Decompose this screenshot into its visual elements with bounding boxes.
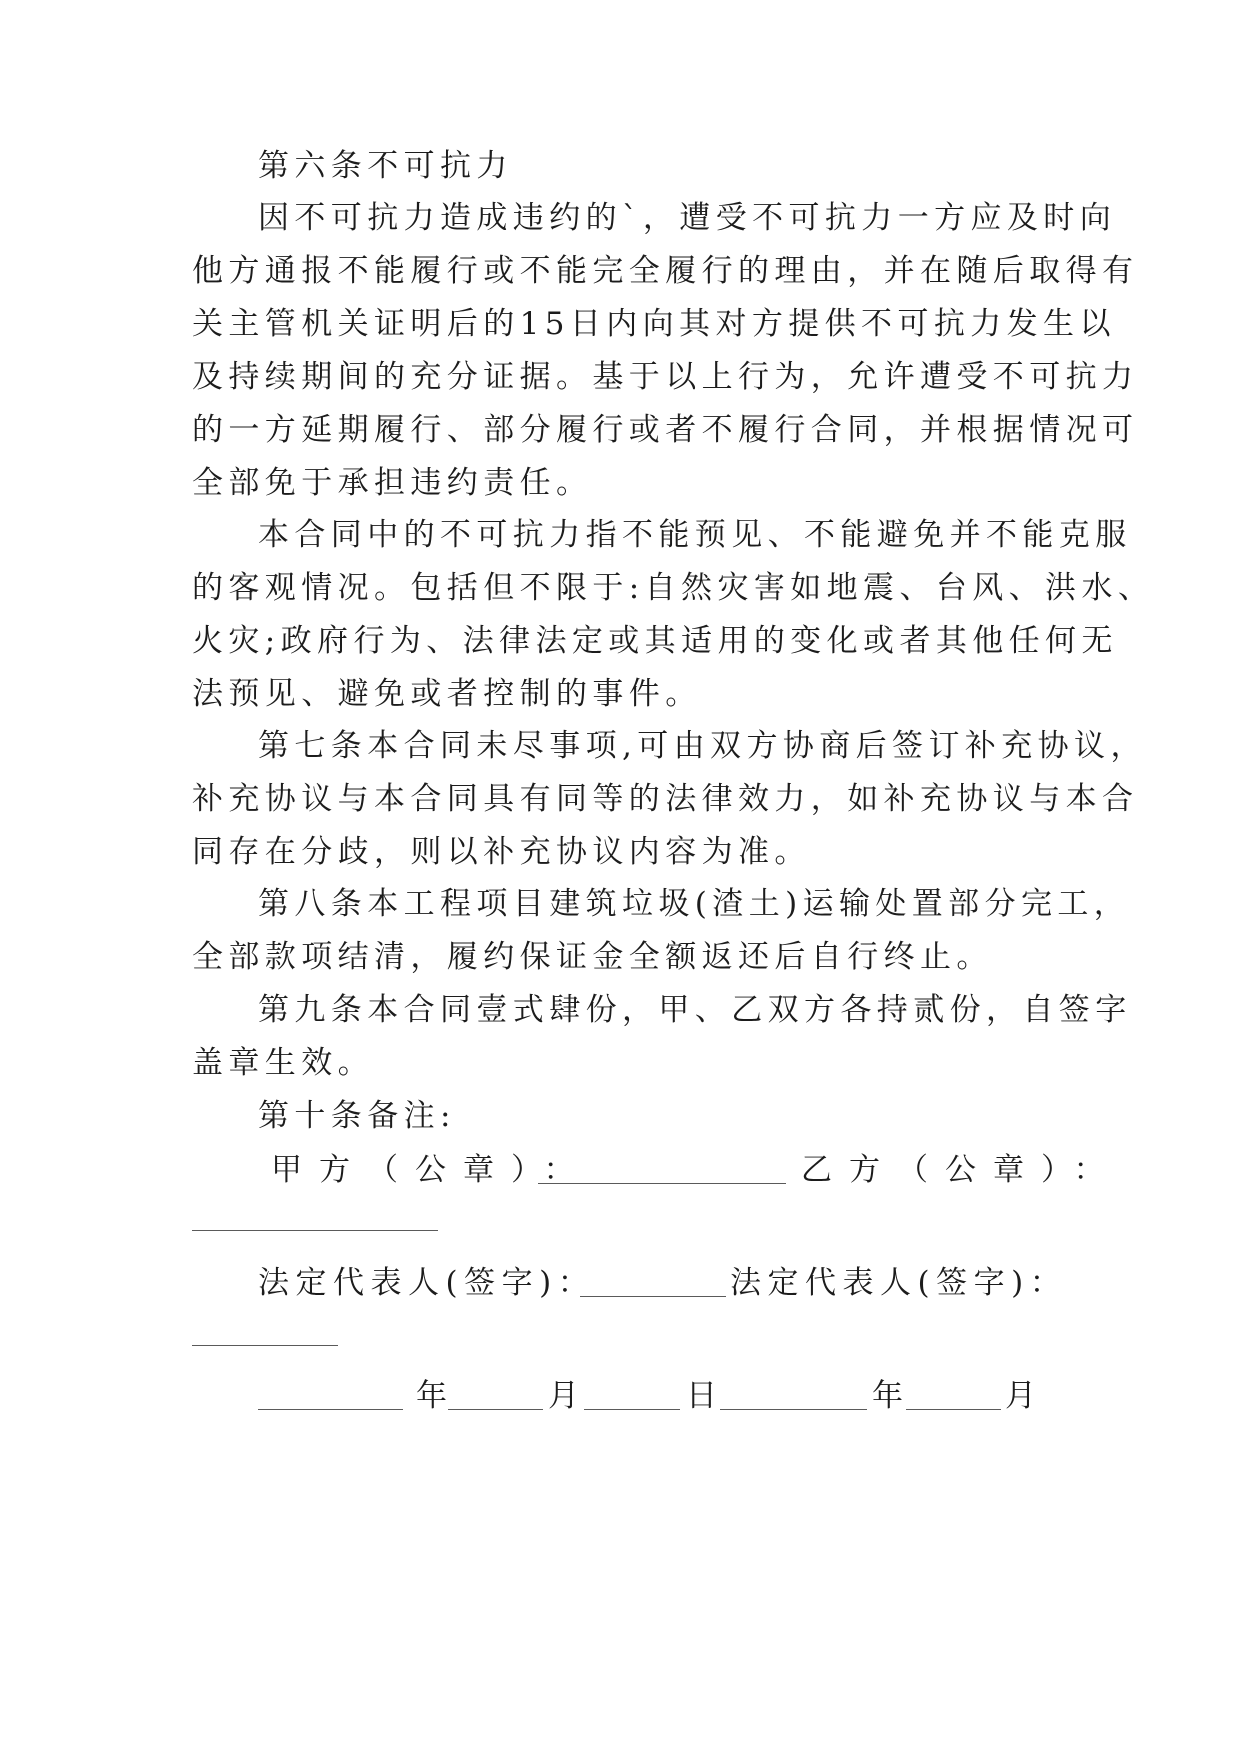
article-6-title: 第六条不可抗力 bbox=[258, 148, 513, 184]
date-a-month-label: 月 bbox=[548, 1378, 585, 1414]
party-b-seal-blank bbox=[192, 1230, 438, 1231]
legal-rep-b-signature-blank bbox=[192, 1345, 338, 1346]
article-6-paragraph-2-line: 本合同中的不可抗力指不能预见、不能避免并不能克服 bbox=[258, 517, 1132, 553]
article-6-paragraph-1-line: 他方通报不能履行或不能完全履行的理由，并在随后取得有 bbox=[192, 253, 1139, 289]
article-7-line: 第七条本合同未尽事项,可由双方协商后签订补充协议， bbox=[258, 728, 1147, 764]
article-7-line: 同存在分歧，则以补充协议内容为准。 bbox=[192, 834, 811, 870]
article-6-paragraph-1-line: 及持续期间的充分证据。基于以上行为，允许遭受不可抗力 bbox=[192, 359, 1139, 395]
party-b-seal-label: 乙方（公章）： bbox=[801, 1152, 1122, 1188]
article-9-line: 第九条本合同壹式肆份，甲、乙双方各持贰份，自签字 bbox=[258, 992, 1132, 1028]
party-a-seal-label: 甲方（公章）： bbox=[271, 1152, 592, 1188]
date-a-year-blank bbox=[258, 1409, 403, 1410]
date-a-day-label: 日 bbox=[686, 1378, 723, 1414]
date-a-day-blank bbox=[584, 1409, 680, 1410]
date-b-year-label: 年 bbox=[872, 1378, 909, 1414]
article-6-paragraph-1-line: 的一方延期履行、部分履行或者不履行合同，并根据情况可 bbox=[192, 412, 1139, 448]
article-10-remarks: 第十条备注: bbox=[258, 1098, 456, 1134]
article-6-paragraph-1-line: 因不可抗力造成违约的`，遭受不可抗力一方应及时向 bbox=[258, 200, 1117, 236]
article-9-line: 盖章生效。 bbox=[192, 1045, 374, 1081]
article-8-line: 第八条本工程项目建筑垃圾(渣土)运输处置部分完工， bbox=[258, 886, 1131, 922]
article-6-paragraph-1-line: 全部免于承担违约责任。 bbox=[192, 465, 593, 501]
date-b-month-blank bbox=[906, 1409, 1001, 1410]
article-6-paragraph-1-line: 关主管机关证明后的15日内向其对方提供不可抗力发生以 bbox=[192, 306, 1116, 342]
article-8-line: 全部款项结清，履约保证金全额返还后自行终止。 bbox=[192, 939, 993, 975]
article-7-line: 补充协议与本合同具有同等的法律效力，如补充协议与本合 bbox=[192, 781, 1139, 817]
date-b-month-label: 月 bbox=[1005, 1378, 1042, 1414]
date-a-month-blank bbox=[448, 1409, 543, 1410]
article-6-paragraph-2-line: 的客观情况。包括但不限于:自然灾害如地震、台风、洪水、 bbox=[192, 570, 1155, 606]
party-a-seal-blank bbox=[538, 1183, 786, 1184]
legal-rep-b-label: 法定代表人(签字)： bbox=[730, 1265, 1068, 1301]
article-6-paragraph-2-line: 法预见、避免或者控制的事件。 bbox=[192, 676, 702, 712]
article-6-paragraph-2-line: 火灾;政府行为、法律法定或其适用的变化或者其他任何无 bbox=[192, 623, 1118, 659]
legal-rep-a-label: 法定代表人(签字)： bbox=[258, 1265, 596, 1301]
date-b-year-blank bbox=[720, 1409, 867, 1410]
date-a-year-label: 年 bbox=[416, 1378, 453, 1414]
legal-rep-a-signature-blank bbox=[580, 1296, 726, 1297]
